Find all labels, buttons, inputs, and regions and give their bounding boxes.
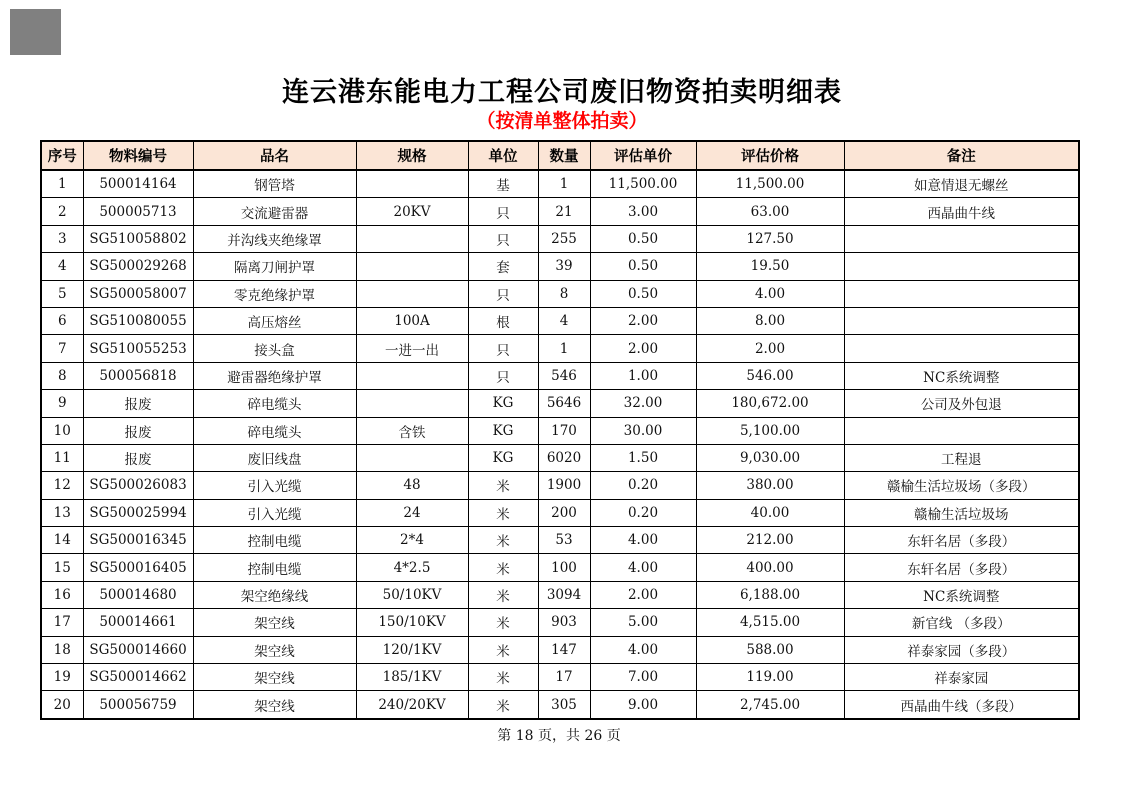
column-header: 评估价格 <box>696 141 844 170</box>
cell: 212.00 <box>696 527 844 554</box>
cell: 米 <box>468 499 538 526</box>
cell: 147 <box>538 636 590 663</box>
cell: 套 <box>468 253 538 280</box>
cell: 公司及外包退 <box>844 390 1079 417</box>
cell: 2*4 <box>356 527 468 554</box>
cell: 20KV <box>356 198 468 225</box>
cell: 1.00 <box>590 362 696 389</box>
cell: 架空线 <box>193 636 356 663</box>
cell: 1 <box>538 335 590 362</box>
cell: 只 <box>468 335 538 362</box>
cell: 17 <box>538 664 590 691</box>
cell: KG <box>468 444 538 471</box>
cell: 21 <box>538 198 590 225</box>
cell: 一进一出 <box>356 335 468 362</box>
cell: 500014661 <box>83 609 193 636</box>
cell: 14 <box>41 527 83 554</box>
table-row <box>41 362 1079 389</box>
cell: 180,672.00 <box>696 390 844 417</box>
cell: 100A <box>356 307 468 334</box>
cell: 0.50 <box>590 225 696 252</box>
table-row <box>41 664 1079 691</box>
cell <box>844 280 1079 307</box>
cell: 5.00 <box>590 609 696 636</box>
column-header: 备注 <box>844 141 1079 170</box>
cell: 赣榆生活垃圾场（多段） <box>844 472 1079 499</box>
page-title: 连云港东能电力工程公司废旧物资拍卖明细表 <box>282 77 842 107</box>
table-row <box>41 253 1079 280</box>
cell: 120/1KV <box>356 636 468 663</box>
cell: 交流避雷器 <box>193 198 356 225</box>
cell: 西晶曲牛线（多段） <box>844 691 1079 719</box>
cell: 9.00 <box>590 691 696 719</box>
cell: 255 <box>538 225 590 252</box>
cell: NC系统调整 <box>844 362 1079 389</box>
cell: 546 <box>538 362 590 389</box>
table-row <box>41 280 1079 307</box>
cell: SG510080055 <box>83 307 193 334</box>
cell: 18 <box>41 636 83 663</box>
cell: 并沟线夹绝缘罩 <box>193 225 356 252</box>
cell: 1 <box>538 170 590 198</box>
cell: 6,188.00 <box>696 581 844 608</box>
cell <box>356 280 468 307</box>
column-header: 序号 <box>41 141 83 170</box>
cell: 避雷器绝缘护罩 <box>193 362 356 389</box>
cell: 废旧线盘 <box>193 444 356 471</box>
page-number: 第 18 页，共 26 页 <box>497 728 621 744</box>
cell: 4.00 <box>590 527 696 554</box>
table-row <box>41 417 1079 444</box>
cell: 2.00 <box>696 335 844 362</box>
cell: 0.50 <box>590 253 696 280</box>
cell: 9 <box>41 390 83 417</box>
table-row <box>41 225 1079 252</box>
cell: 11 <box>41 444 83 471</box>
cell <box>844 253 1079 280</box>
cell: 305 <box>538 691 590 719</box>
cell: 高压熔丝 <box>193 307 356 334</box>
cell: 2.00 <box>590 307 696 334</box>
table-row <box>41 198 1079 225</box>
cell: 0.20 <box>590 472 696 499</box>
cell: 引入光缆 <box>193 472 356 499</box>
cell: 15 <box>41 554 83 581</box>
cell: 6 <box>41 307 83 334</box>
cell: 8.00 <box>696 307 844 334</box>
cell: 祥泰家园 <box>844 664 1079 691</box>
cell: 50/10KV <box>356 581 468 608</box>
cell <box>844 335 1079 362</box>
cell: 米 <box>468 609 538 636</box>
cell: 祥泰家园（多段） <box>844 636 1079 663</box>
cell: SG500029268 <box>83 253 193 280</box>
cell: 零克绝缘护罩 <box>193 280 356 307</box>
cell: 根 <box>468 307 538 334</box>
cell: 588.00 <box>696 636 844 663</box>
cell: 只 <box>468 198 538 225</box>
cell: 500056759 <box>83 691 193 719</box>
cell <box>844 417 1079 444</box>
cell: 500056818 <box>83 362 193 389</box>
cell: 4,515.00 <box>696 609 844 636</box>
table-row <box>41 390 1079 417</box>
cell: 546.00 <box>696 362 844 389</box>
gray-artifact <box>10 9 61 55</box>
cell: 53 <box>538 527 590 554</box>
cell: 隔离刀闸护罩 <box>193 253 356 280</box>
cell: 7.00 <box>590 664 696 691</box>
cell: 控制电缆 <box>193 554 356 581</box>
cell: 500014680 <box>83 581 193 608</box>
cell: 只 <box>468 362 538 389</box>
cell: 400.00 <box>696 554 844 581</box>
cell: 12 <box>41 472 83 499</box>
cell: 接头盒 <box>193 335 356 362</box>
cell <box>356 444 468 471</box>
cell: 0.20 <box>590 499 696 526</box>
cell: 5646 <box>538 390 590 417</box>
cell: 基 <box>468 170 538 198</box>
cell: NC系统调整 <box>844 581 1079 608</box>
cell: 2.00 <box>590 335 696 362</box>
cell: 119.00 <box>696 664 844 691</box>
cell: 米 <box>468 636 538 663</box>
cell: 3.00 <box>590 198 696 225</box>
cell: SG500058007 <box>83 280 193 307</box>
cell: 40.00 <box>696 499 844 526</box>
cell: 架空线 <box>193 664 356 691</box>
cell: 报废 <box>83 390 193 417</box>
column-header: 物料编号 <box>83 141 193 170</box>
cell: 5,100.00 <box>696 417 844 444</box>
cell: 米 <box>468 554 538 581</box>
column-header: 评估单价 <box>590 141 696 170</box>
cell: 报废 <box>83 444 193 471</box>
cell: SG510055253 <box>83 335 193 362</box>
table-row <box>41 609 1079 636</box>
cell: 引入光缆 <box>193 499 356 526</box>
cell <box>356 253 468 280</box>
column-header: 单位 <box>468 141 538 170</box>
cell: KG <box>468 417 538 444</box>
cell: 8 <box>538 280 590 307</box>
cell <box>356 390 468 417</box>
column-header: 规格 <box>356 141 468 170</box>
column-header: 数量 <box>538 141 590 170</box>
cell: 控制电缆 <box>193 527 356 554</box>
cell: 100 <box>538 554 590 581</box>
cell: SG500025994 <box>83 499 193 526</box>
cell: 19.50 <box>696 253 844 280</box>
cell <box>356 170 468 198</box>
cell: 17 <box>41 609 83 636</box>
cell: SG500014660 <box>83 636 193 663</box>
cell: 24 <box>356 499 468 526</box>
cell: 东轩名居（多段） <box>844 554 1079 581</box>
cell: KG <box>468 390 538 417</box>
cell: 如意情退无螺丝 <box>844 170 1079 198</box>
cell: 6020 <box>538 444 590 471</box>
cell: 4.00 <box>590 554 696 581</box>
cell: 4 <box>41 253 83 280</box>
cell: 钢管塔 <box>193 170 356 198</box>
cell: 8 <box>41 362 83 389</box>
cell: 米 <box>468 691 538 719</box>
cell: 10 <box>41 417 83 444</box>
cell: SG500016405 <box>83 554 193 581</box>
table-row <box>41 335 1079 362</box>
cell: 240/20KV <box>356 691 468 719</box>
cell: 30.00 <box>590 417 696 444</box>
cell: 4 <box>538 307 590 334</box>
table-row <box>41 527 1079 554</box>
cell: 碎电缆头 <box>193 417 356 444</box>
cell: SG500014662 <box>83 664 193 691</box>
table-row <box>41 170 1079 198</box>
table-row <box>41 499 1079 526</box>
cell: 380.00 <box>696 472 844 499</box>
cell: 903 <box>538 609 590 636</box>
cell: 架空线 <box>193 691 356 719</box>
cell: 报废 <box>83 417 193 444</box>
page-subtitle: （按清单整体拍卖） <box>476 111 648 132</box>
cell: SG510058802 <box>83 225 193 252</box>
cell: 1 <box>41 170 83 198</box>
cell: 13 <box>41 499 83 526</box>
cell: 150/10KV <box>356 609 468 636</box>
cell: 3 <box>41 225 83 252</box>
cell: 架空绝缘线 <box>193 581 356 608</box>
cell: 米 <box>468 664 538 691</box>
cell: 东轩名居（多段） <box>844 527 1079 554</box>
table-row <box>41 691 1079 719</box>
cell: SG500026083 <box>83 472 193 499</box>
column-header: 品名 <box>193 141 356 170</box>
cell: 4*2.5 <box>356 554 468 581</box>
cell <box>844 307 1079 334</box>
table-row <box>41 307 1079 334</box>
cell: 5 <box>41 280 83 307</box>
cell: 含铁 <box>356 417 468 444</box>
cell: 工程退 <box>844 444 1079 471</box>
cell: 赣榆生活垃圾场 <box>844 499 1079 526</box>
cell: SG500016345 <box>83 527 193 554</box>
cell: 0.50 <box>590 280 696 307</box>
cell: 米 <box>468 581 538 608</box>
cell: 4.00 <box>696 280 844 307</box>
cell: 19 <box>41 664 83 691</box>
cell: 3094 <box>538 581 590 608</box>
cell: 1900 <box>538 472 590 499</box>
cell: 127.50 <box>696 225 844 252</box>
cell: 9,030.00 <box>696 444 844 471</box>
cell: 185/1KV <box>356 664 468 691</box>
cell: 只 <box>468 225 538 252</box>
cell: 32.00 <box>590 390 696 417</box>
cell: 16 <box>41 581 83 608</box>
table-header-row <box>41 141 1079 170</box>
cell: 500005713 <box>83 198 193 225</box>
cell: 11,500.00 <box>590 170 696 198</box>
cell <box>356 362 468 389</box>
cell: 20 <box>41 691 83 719</box>
cell: 63.00 <box>696 198 844 225</box>
table-row <box>41 444 1079 471</box>
cell: 西晶曲牛线 <box>844 198 1079 225</box>
cell: 2,745.00 <box>696 691 844 719</box>
cell <box>844 225 1079 252</box>
cell: 架空线 <box>193 609 356 636</box>
table-row <box>41 472 1079 499</box>
table-row <box>41 636 1079 663</box>
cell: 4.00 <box>590 636 696 663</box>
cell: 500014164 <box>83 170 193 198</box>
cell <box>356 225 468 252</box>
cell: 39 <box>538 253 590 280</box>
cell: 新官线 （多段） <box>844 609 1079 636</box>
cell: 170 <box>538 417 590 444</box>
cell: 碎电缆头 <box>193 390 356 417</box>
cell: 1.50 <box>590 444 696 471</box>
auction-items-table <box>40 140 1080 720</box>
cell: 2.00 <box>590 581 696 608</box>
cell: 只 <box>468 280 538 307</box>
cell: 11,500.00 <box>696 170 844 198</box>
table-row <box>41 581 1079 608</box>
cell: 7 <box>41 335 83 362</box>
table-row <box>41 554 1079 581</box>
cell: 48 <box>356 472 468 499</box>
cell: 2 <box>41 198 83 225</box>
cell: 200 <box>538 499 590 526</box>
cell: 米 <box>468 527 538 554</box>
cell: 米 <box>468 472 538 499</box>
